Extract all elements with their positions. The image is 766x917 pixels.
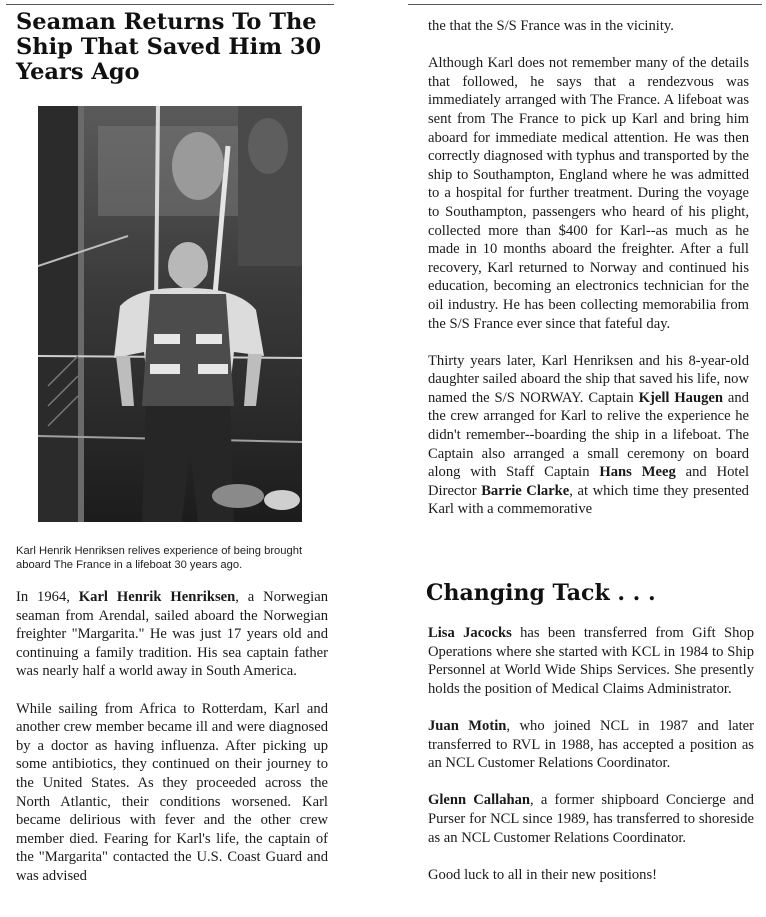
article-headline: Seaman Returns To The Ship That Saved Him 30 Years Ago xyxy=(16,9,322,85)
top-rule-left xyxy=(6,4,334,5)
text-run: and Hotel Director xyxy=(428,464,750,499)
photo-caption: Karl Henrik Henriksen relives experience of being brought aboard The France in a lifeboat 30 years ago. xyxy=(16,545,303,571)
text-run: , a Norwegian seaman from Arendal, sailed aboard the Norwegian freighter "Margarita." He was just 17 years old and continuing a family tradition. His sea captain father was nearly half a world away in South America. xyxy=(16,589,328,680)
article-paragraph-5 xyxy=(428,352,749,519)
article-paragraph-4: Although Karl does not remember many of the details that followed, he says that a rendezvous was immediately arranged with The France. A lifeboat was sent from The France to pick up Karl and bring him aboard for immediate medical attention. He was then correctly diagnosed with typhus and transported by the ship to Southampton, England where he was admitted to a hospital for further treatment. During the voyage to Southampton, passengers who heard of his plight, collected more than $400 for Karl--as much as he made in 10 months aboard the freighter. After a full recovery, Karl returned to Norway and continued his education, becoming an electronics technician for the oil industry. He has been collecting memorabilia from the S/S France ever since that fateful day. xyxy=(428,55,749,332)
person-name: Karl Henrik Henriksen xyxy=(78,589,236,605)
text-run: , who joined NCL in 1987 and later transferred to RVL in 1988, has accepted a position as an NCL Customer Relations Coordinator. xyxy=(428,717,755,772)
person-name: Barrie Clarke xyxy=(481,482,570,499)
changing-tack-item-2 xyxy=(428,717,754,773)
changing-tack-item-3 xyxy=(428,791,754,847)
person-name: Lisa Jacocks xyxy=(428,625,512,641)
article-column-right xyxy=(428,17,749,519)
article-paragraph-2: While sailing from Africa to Rotterdam, Karl and another crew member became ill and were diagnosed by a doctor as having influenza. After picking up some antibiotics, they continued on their journey to the United States. As they proceeded across the North Atlantic, their conditions worsened. Karl became delirious with fever and the other crew member died. Fearing for Karl's life, the captain of the "Margarita" contacted the U.S. Coast Guard and was advised xyxy=(16,700,328,884)
top-rule-right xyxy=(408,4,762,5)
text-run: Thirty years later, Karl Henriksen and his 8-year-old daughter sailed aboard the ship that saved his life, now named the S/S NORWAY. Captain xyxy=(428,352,749,406)
person-name: Kjell Haugen xyxy=(638,389,723,406)
article-paragraph-3: the that the S/S France was in the vicinity. xyxy=(428,18,674,34)
text-run: and the crew arranged for Karl to relive the experience he didn't remember--boarding the ship in a lifeboat. The Captain also arranged a small ceremony on board along with Staff Captain xyxy=(428,389,749,481)
article-paragraph-1 xyxy=(16,588,328,681)
person-name: Glenn Callahan xyxy=(428,792,531,809)
person-name: Juan Motin xyxy=(428,717,507,734)
text-run: , at which time they presented Karl with a commemorative xyxy=(428,482,749,518)
text-run: In 1964, xyxy=(16,589,79,605)
text-run: has been transferred from Gift Shop Operations where she started with KCL in 1984 to Ship Personnel at World Wide Ships Services. She presently holds the position of Medical Claims Administrator. xyxy=(428,625,754,697)
text-run: , a former shipboard Concierge and Purser for NCL since 1989, has transferred to shoreside as an NCL Customer Relations Coordinator. xyxy=(428,792,754,846)
person-name: Hans Meeg xyxy=(599,464,676,481)
article-photo xyxy=(38,106,302,522)
changing-tack-item-1 xyxy=(428,624,754,698)
changing-tack-heading: Changing Tack . . . xyxy=(426,580,656,606)
changing-tack-column xyxy=(428,624,754,884)
changing-tack-closing: Good luck to all in their new positions! xyxy=(428,866,658,883)
article-column-left xyxy=(16,588,328,886)
